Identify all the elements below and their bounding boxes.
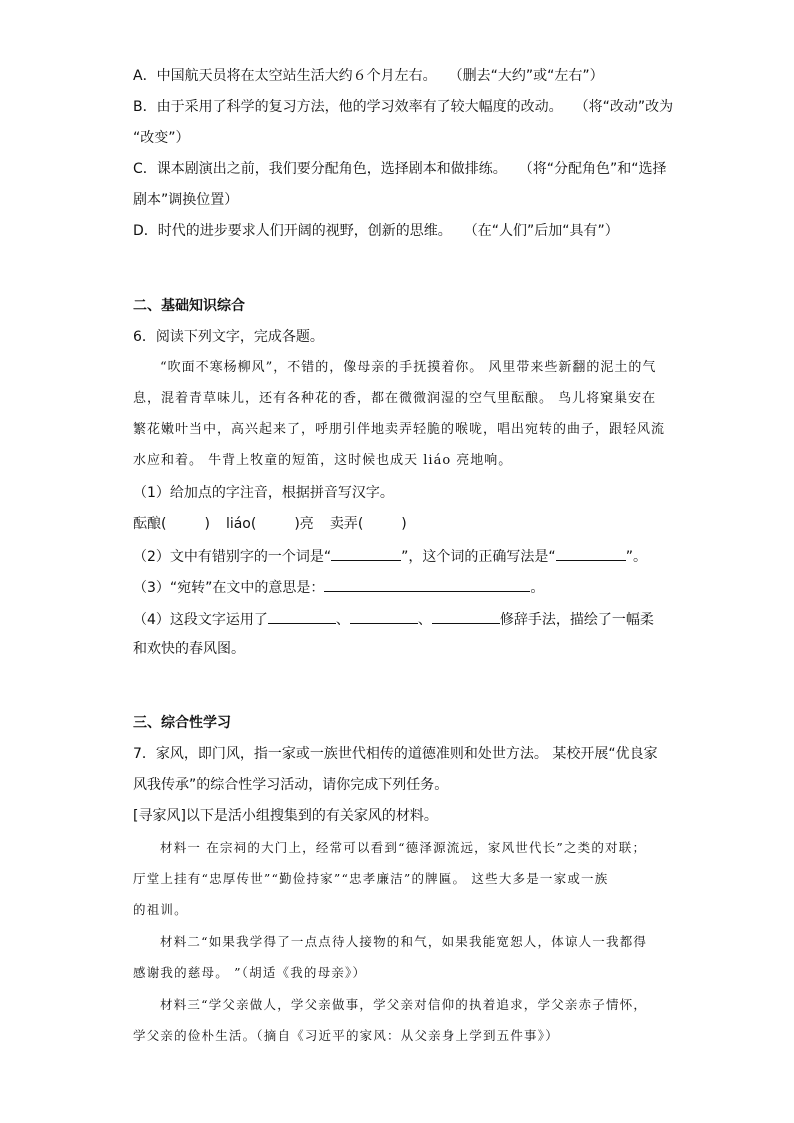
- section-3-heading: 三、综合性学习: [133, 715, 231, 731]
- question-7-line-1: 7．家风，即门风，指一家或一族世代相传的道德准则和处世方法。 某校开展“优良家: [133, 746, 658, 762]
- passage-line-2: 息，混着青草味儿，还有各种花的香，都在微微润湿的空气里酝酿。 鸟儿将窠巢安在: [133, 391, 657, 406]
- pinyin-answer-row: 酝酿( ) liáo( )亮 卖弄( ): [133, 516, 407, 532]
- sub-question-1: （1）给加点的字注音，根据拼音写汉字。: [133, 485, 394, 501]
- blank-meaning[interactable]: [324, 576, 530, 592]
- option-a-note: （删去“大约”或“左右”）: [448, 68, 604, 84]
- sub-question-2: （2）文中有错别字的一个词是“ ”，这个词的正确写法是“ ”。: [133, 545, 647, 567]
- passage-line-3: 繁花嫩叶当中，高兴起来了，呼朋引伴地卖弄轻脆的喉咙，唱出宛转的曲子，跟轻风流: [133, 422, 666, 437]
- find-family-tradition: [寻家风]以下是活小组搜集到的有关家风的材料。: [133, 808, 438, 824]
- blank-rhetoric-1[interactable]: [268, 608, 336, 624]
- blank-wrong-word[interactable]: [331, 545, 401, 561]
- option-c-note: （将“分配角色”和“选择: [518, 161, 667, 177]
- material-2-line-1: 材料二“如果我学得了一点点待人接物的和气，如果我能宽恕人，体谅人一我都得: [160, 934, 648, 949]
- sub-question-3: （3）“宛转”在文中的意思是： 。: [133, 576, 544, 598]
- option-b-text: B．由于采用了科学的复习方法，他的学习效率有了较大幅度的改动。: [133, 99, 563, 115]
- option-b-note: （将“改动”改为: [574, 99, 674, 115]
- word-yunniang: 酝酿: [133, 516, 161, 532]
- material-3-line-1: 材料三“学父亲做人，学父亲做事，学父亲对信仰的执着追求，学父亲赤子情怀，: [160, 997, 648, 1012]
- option-b: [133, 97, 673, 117]
- word-mainong: 卖弄: [329, 516, 358, 532]
- option-b-note-continued: “改变”）: [133, 130, 190, 146]
- blank-rhetoric-3[interactable]: [432, 608, 500, 624]
- passage-line-4: 水应和着。 牛背上牧童的短笛，这时候也成天 liáo 亮地响。: [133, 453, 513, 468]
- option-d-note: （在“人们”后加“具有”）: [463, 223, 619, 239]
- material-3-line-2: 学父亲的俭朴生活。（摘自《习近平的家风：从父亲身上学到五件事》）: [133, 1028, 559, 1043]
- sub-question-4-continued: 和欢快的春风图。: [133, 641, 245, 657]
- option-d-text: D．时代的进步要求人们开阔的视野，创新的思维。: [133, 223, 452, 239]
- blank-correct-word[interactable]: [556, 545, 626, 561]
- section-2-heading: 二、基础知识综合: [133, 298, 245, 314]
- option-a-text: A．中国航天员将在太空站生活大约６个月左右。: [133, 68, 437, 84]
- sub-question-4: （4）这段文字运用了 、 、 修辞手法，描绘了一幅柔: [133, 608, 654, 630]
- option-d: [133, 221, 619, 241]
- material-1-line-2: 厅堂上挂有“忠厚传世”“勤俭持家”“忠孝廉洁”的牌匾。 这些大多是一家或一族: [133, 871, 609, 886]
- question-7-line-2: 风我传承”的综合性学习活动，请你完成下列任务。: [133, 777, 449, 793]
- material-1-line-3: 的祖训。: [133, 902, 188, 917]
- question-6: 6．阅读下列文字，完成各题。: [133, 329, 324, 345]
- option-c-note-continued: 剧本”调换位置）: [133, 192, 239, 208]
- passage-line-1: “吹面不寒杨柳风”，不错的，像母亲的手抚摸着你。 风里带来些新翻的泥土的气: [160, 360, 657, 375]
- option-c: [133, 159, 667, 179]
- blank-rhetoric-2[interactable]: [350, 608, 418, 624]
- option-a: [133, 66, 604, 86]
- material-1-line-1: 材料一 在宗祠的大门上，经常可以看到“德泽源流远，家风世代长”之类的对联；: [160, 840, 647, 855]
- option-c-text: C．课本剧演出之前，我们要分配角色，选择剧本和做排练。: [133, 161, 507, 177]
- pinyin-liao: liáo: [225, 516, 251, 532]
- material-2-line-2: 感谢我的慈母。 ”（胡适《我的母亲》）: [133, 965, 367, 980]
